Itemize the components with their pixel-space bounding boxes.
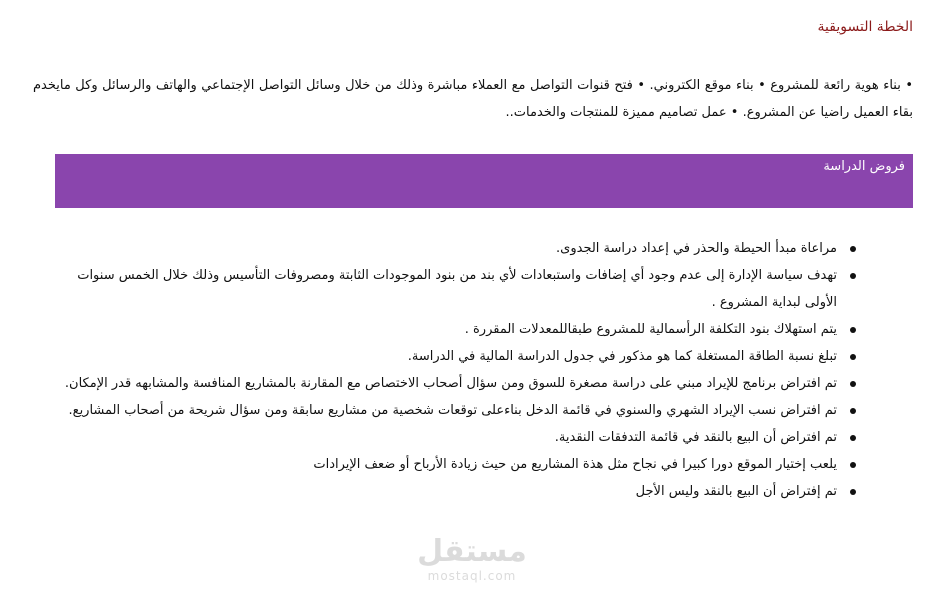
watermark-url: mostaql.com — [427, 569, 517, 583]
list-item: تم افتراض أن البيع بالنقد في قائمة التدفقات النقدية. — [59, 424, 859, 451]
list-item: تم افتراض نسب الإيراد الشهري والسنوي في قائمة الدخل بناءعلى توقعات شخصية من مشاريع سابقة ومن سؤال شريحة من أصحاب المشاريع. — [59, 397, 859, 424]
list-item: تم إفتراض أن البيع بالنقد وليس الأجل — [59, 478, 859, 505]
list-item: تهدف سياسة الإدارة إلى عدم وجود أي إضافات واستبعادات لأي بند من بنود الموجودات الثابتة ومصروفات التأسيس وذلك خلال الخمس سنوات الأولى لبداية المشروع . — [59, 262, 859, 316]
list-item: تبلغ نسبة الطاقة المستغلة كما هو مذكور في جدول الدراسة المالية في الدراسة. — [59, 343, 859, 370]
section-banner — [55, 154, 913, 208]
assumptions-list — [59, 235, 859, 505]
list-item: تم افتراض برنامج للإيراد مبني على دراسة مصغرة للسوق ومن سؤال أصحاب الاختصاص مع المقارنة بالمشاريع المنافسة والمشابهه قدر الإمكان. — [59, 370, 859, 397]
section-title: الخطة التسويقية — [817, 19, 913, 35]
watermark-logo: مستقل — [417, 534, 527, 569]
list-item: يتم استهلاك بنود التكلفة الرأسمالية للمشروع طبقاللمعدلات المقررة . — [59, 316, 859, 343]
list-item: مراعاة مبدأ الحيطة والحذر في إعداد دراسة الجدوى. — [59, 235, 859, 262]
intro-paragraph: • بناء هوية رائعة للمشروع • بناء موقع الكتروني. • فتح قنوات التواصل مع العملاء مباشرة وذلك من خلال وسائل التواصل الإجتماعي والهاتف والرسائل وكل مايخدم بقاء العميل راضيا عن المشروع. • عمل تصاميم مميزة للمنتجات والخدمات.. — [33, 78, 913, 120]
list-item: يلعب إختيار الموقع دورا كبيرا في نجاح مثل هذة المشاريع من حيث زيادة الأرباح أو ضعف الإيرادات — [59, 451, 859, 478]
mostaql-watermark — [412, 535, 532, 599]
banner-title: فروض الدراسة — [823, 159, 905, 174]
